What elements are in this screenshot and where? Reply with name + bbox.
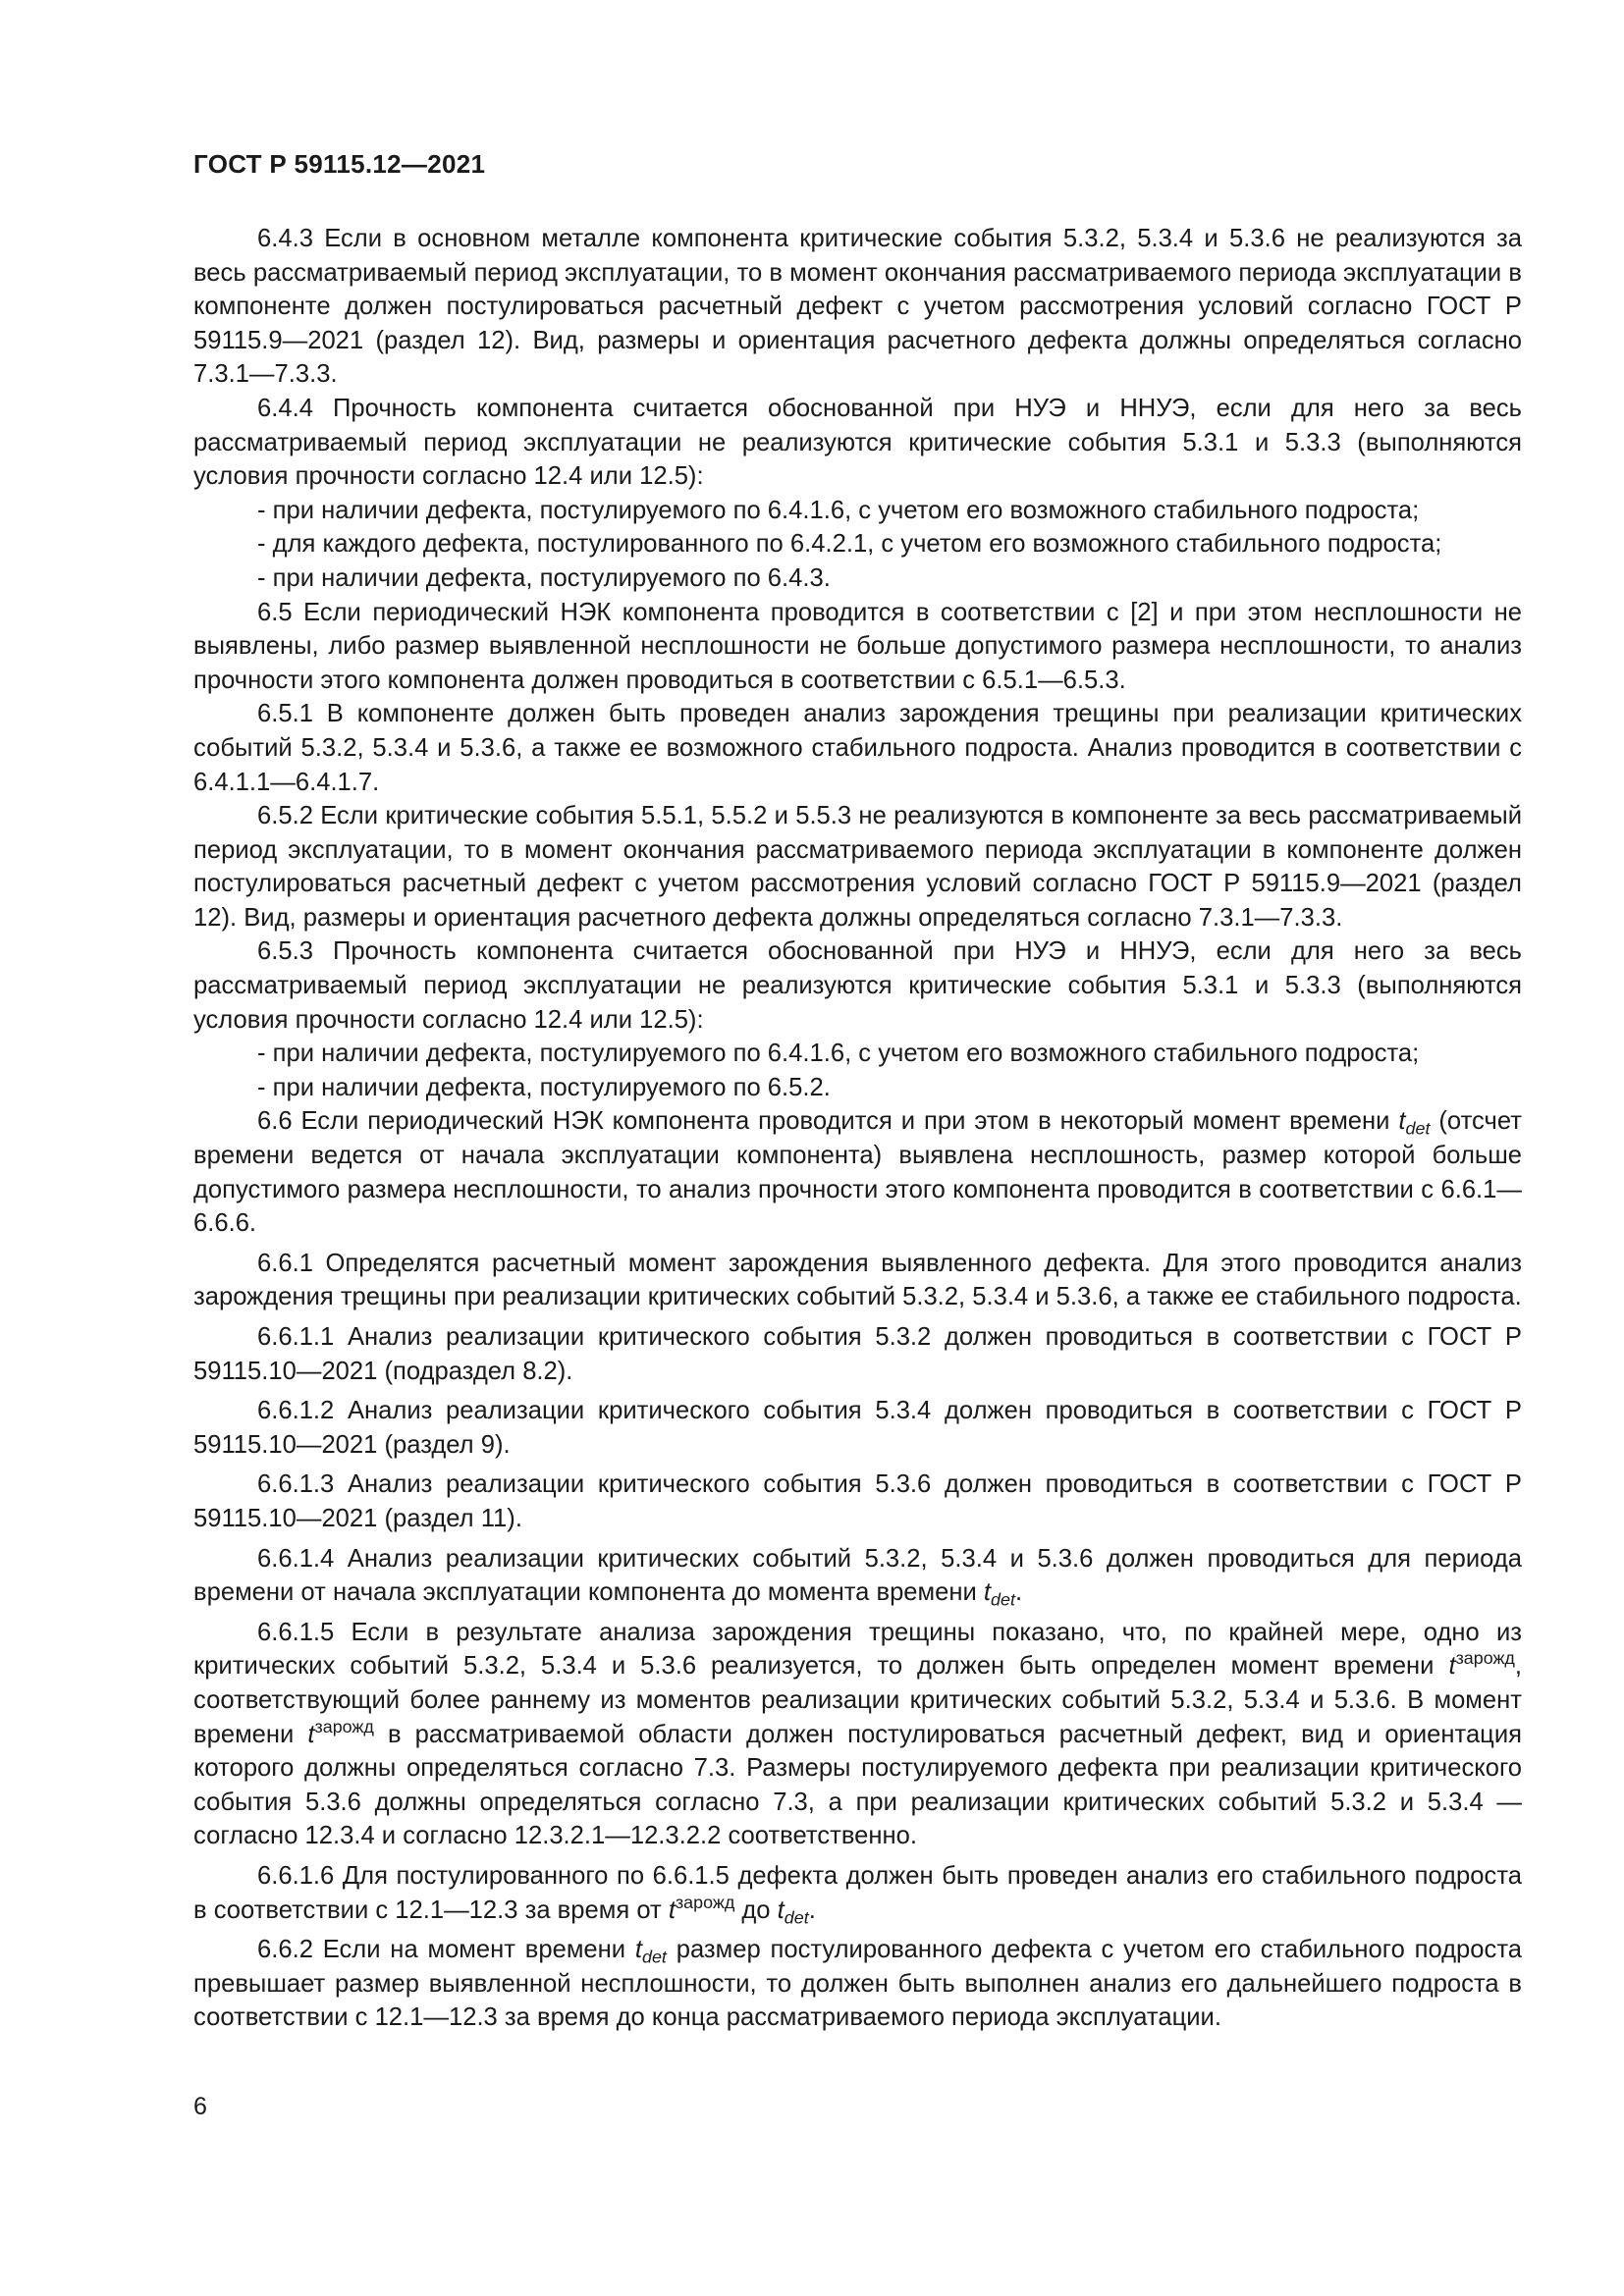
text-run: 6.6.2 Если на момент времени <box>257 1936 635 1964</box>
list-item: - при наличии дефекта, постулируемого по 6.4.1.6, с учетом его возможного стабильного подроста; <box>257 1040 1420 1068</box>
text-run: до <box>734 1896 778 1924</box>
text-run: . <box>1014 1578 1023 1607</box>
t-zarozhd-symbol: $t^{зарожд}$ <box>307 1716 374 1748</box>
paragraph-6-6-1-3: 6.6.1.3 Анализ реализации критического события 5.3.6 должен проводиться в соответствии с ГОСТ Р 59115.10—2021 (раздел 11). <box>193 1470 1522 1532</box>
text-run: в рассматриваемой области должен постулироваться расчетный дефект, вид и ориентация которого должны определяться согласно 7.3. Размеры постулируемого дефекта при реализации критического события 5.3.6 должны определяться согласно 7.3, а при реализации критических событий 5.3.2 и 5.3.4 — согласно 12.3.4 и согласно 12.3.2.1—12.3.2.2 соответственно. <box>193 1720 1522 1850</box>
paragraph-6-6 <box>193 1104 1522 1240</box>
text-run: 6.6.1.6 Для постулированного по 6.6.1.5 дефекта должен быть проведен анализ его стабильного подроста в соответствии с 12.1—12.3 за время от <box>193 1861 1522 1924</box>
list-item: - при наличии дефекта, постулируемого по 6.5.2. <box>257 1073 831 1101</box>
t-det-symbol: $t_{det}$ <box>983 1578 1015 1610</box>
t-zarozhd-symbol: $t^{зарожд}$ <box>1448 1648 1515 1681</box>
paragraph-6-4-3: 6.4.3 Если в основном металле компонента критические события 5.3.2, 5.3.4 и 5.3.6 не реализуются за весь рассматриваемый период эксплуатации, то в момент окончания рассматриваемого периода эксплуатации в компоненте должен постулироваться расчетный дефект с учетом рассмотрения условий согласно ГОСТ Р 59115.9—2021 (раздел 12). Вид, размеры и ориентация расчетного дефекта должны определяться согласно 7.3.1—7.3.3. <box>193 225 1522 389</box>
page-number: 6 <box>193 2093 207 2120</box>
list-item: - для каждого дефекта, постулированного по 6.4.2.1, с учетом его возможного стабильного подроста; <box>257 530 1442 559</box>
paragraph-6-5-1: 6.5.1 В компоненте должен быть проведен анализ зарождения трещины при реализации критических событий 5.3.2, 5.3.4 и 5.3.6, а также ее возможного стабильного подроста. Анализ проводится в соответствии с 6.4.1.1—6.4.1.7. <box>193 700 1522 796</box>
list-item: - при наличии дефекта, постулируемого по 6.4.1.6, с учетом его возможного стабильного подроста; <box>257 496 1420 524</box>
paragraph-6-5-2: 6.5.2 Если критические события 5.5.1, 5.5.2 и 5.5.3 не реализуются в компоненте за весь рассматриваемый период эксплуатации, то в момент окончания рассматриваемого периода эксплуатации в компоненте должен постулироваться расчетный дефект с учетом рассмотрения условий согласно ГОСТ Р 59115.9—2021 (раздел 12). Вид, размеры и ориентация расчетного дефекта должны определяться согласно 7.3.1—7.3.3. <box>193 802 1522 932</box>
paragraph-6-6-1-1: 6.6.1.1 Анализ реализации критического события 5.3.2 должен проводиться в соответствии с ГОСТ Р 59115.10—2021 (подраздел 8.2). <box>193 1323 1522 1385</box>
text-run: 6.6.1.5 Если в результате анализа зарождения трещины показано, что, по крайней мере, одно из критических событий 5.3.2, 5.3.4 и 5.3.6 реализуется, то должен быть определен момент времени <box>193 1618 1522 1681</box>
paragraph-6-6-1-4 <box>193 1542 1522 1610</box>
paragraph-6-6-2 <box>193 1933 1522 2035</box>
text-run: 6.6.1.4 Анализ реализации критических событий 5.3.2, 5.3.4 и 5.3.6 должен проводиться для периода времени от начала эксплуатации компонента до момента времени <box>193 1544 1522 1607</box>
text-run: размер постулированного дефекта с учетом его стабильного подроста превышает размер выявленной несплошности, то должен быть выполнен анализ его дальнейшего подроста в соответствии с 12.1—12.3 за время до конца рассматриваемого периода эксплуатации. <box>193 1936 1522 2032</box>
paragraph-6-6-1: 6.6.1 Определятся расчетный момент зарождения выявленного дефекта. Для этого проводится анализ зарождения трещины при реализации критических событий 5.3.2, 5.3.4 и 5.3.6, а также ее стабильного подроста. <box>193 1249 1522 1311</box>
t-det-symbol: $t_{det}$ <box>634 1936 667 1967</box>
text-run: 6.6 Если периодический НЭК компонента проводится и при этом в некоторый момент времени <box>257 1107 1399 1136</box>
text-run: . <box>808 1896 816 1924</box>
paragraph-6-6-1-2: 6.6.1.2 Анализ реализации критического события 5.3.4 должен проводиться в соответствии с ГОСТ Р 59115.10—2021 (раздел 9). <box>193 1397 1522 1459</box>
paragraph-6-5: 6.5 Если периодический НЭК компонента проводится в соответствии с [2] и при этом несплошности не выявлены, либо размер выявленной несплошности не больше допустимого размера несплошности, то анализ прочности этого компонента должен проводиться в соответствии с 6.5.1—6.5.3. <box>193 598 1522 694</box>
paragraph-6-4-4: 6.4.4 Прочность компонента считается обоснованной при НУЭ и ННУЭ, если для него за весь рассматриваемый период эксплуатации не реализуются критические события 5.3.1 и 5.3.3 (выполняются условия прочности согласно 12.4 или 12.5): <box>193 394 1522 491</box>
paragraph-6-5-3: 6.5.3 Прочность компонента считается обоснованной при НУЭ и ННУЭ, если для него за весь рассматриваемый период эксплуатации не реализуются критические события 5.3.1 и 5.3.3 (выполняются условия прочности согласно 12.4 или 12.5): <box>193 937 1522 1034</box>
document-body <box>193 222 1522 2035</box>
text-run: , соответствующий более раннему из моментов реализации критических событий 5.3.2, 5.3.4 и 5.3.6. В момент времени <box>193 1652 1522 1748</box>
t-zarozhd-symbol: $t^{зарожд}$ <box>668 1892 735 1924</box>
t-det-symbol: $t_{det}$ <box>1398 1107 1431 1139</box>
paragraph-6-6-1-5 <box>193 1616 1522 1853</box>
list-item: - при наличии дефекта, постулируемого по 6.4.3. <box>257 563 831 592</box>
paragraph-6-6-1-6 <box>193 1859 1522 1927</box>
text-run: (отсчет времени ведется от начала эксплуатации компонента) выявлена несплошность, размер которой больше допустимого размера несплошности, то анализ прочности этого компонента проводится в соответствии с 6.6.1—6.6.6. <box>193 1107 1522 1238</box>
t-det-symbol: $t_{det}$ <box>777 1896 809 1927</box>
document-header: ГОСТ Р 59115.12—2021 <box>193 149 486 179</box>
